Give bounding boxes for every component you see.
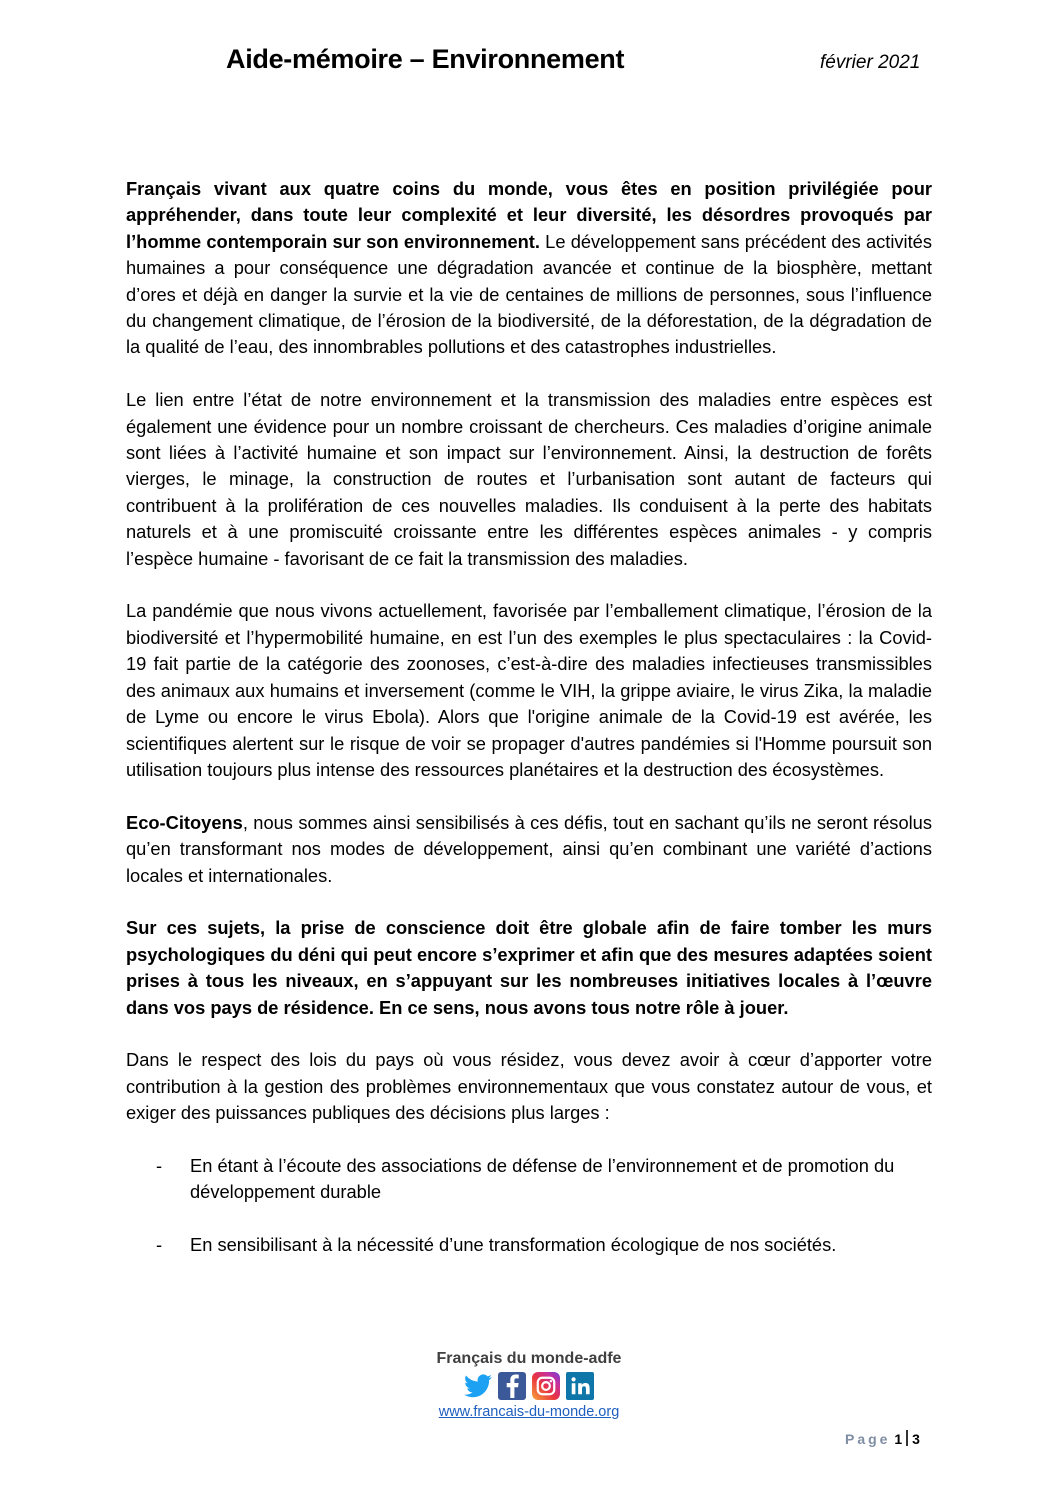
paragraph-intro — [126, 176, 932, 361]
facebook-icon[interactable] — [498, 1372, 526, 1400]
page-total: 3 — [912, 1431, 920, 1447]
eco-citizens-text: , nous sommes ainsi sensibilisés à ces défis, tout en sachant qu’ils ne seront résolus qu’en transformant nos modes de développement, ainsi qu’en combinant une variété d’actions locales et internationales. — [126, 811, 932, 886]
page-label: Page — [845, 1431, 891, 1447]
linkedin-icon[interactable] — [566, 1372, 594, 1400]
list-item-text: En sensibilisant à la nécessité d’une transformation écologique de nos sociétés. — [190, 1234, 837, 1256]
page-current: 1 — [894, 1431, 903, 1447]
paragraph-eco-citizens — [126, 810, 932, 889]
paragraph-intro-bold: Français vivant aux quatre coins du monde, vous êtes en position privilégiée pour appréhender, dans toute leur complexité et leur diversité, les désordres provoqués par l’homme contemporain sur son environnement. — [126, 178, 932, 252]
document-body — [126, 176, 932, 1285]
list-item-text: En étant à l’écoute des associations de défense de l’environnement et de promotion du développement durable — [190, 1154, 895, 1203]
page-number — [845, 1430, 920, 1447]
eco-citizens-bold: Eco-Citoyens — [126, 811, 243, 833]
twitter-icon[interactable] — [464, 1372, 492, 1400]
awareness-bold: Sur ces sujets, la prise de conscience doit être globale afin de faire tomber les murs psychologiques du déni qui peut encore s’exprimer et afin que des mesures adaptées soient prises à tous les niveaux, en s’appuyant sur les nombreuses initiatives locales à l’œuvre dans vos pays de résidence. En ce sens, nous avons tous notre rôle à jouer. — [126, 917, 932, 1018]
page-separator — [906, 1430, 908, 1446]
website-link[interactable]: www.francais-du-monde.org — [438, 1404, 620, 1420]
document-date: février 2021 — [820, 52, 921, 73]
organization-name: Français du monde-adfe — [436, 1350, 622, 1367]
paragraph-disease-link: Le lien entre l’état de notre environnement et la transmission des maladies entre espèces est également une évidence pour un nombre croissant de chercheurs. Ces maladies d’origine animale sont liées à l’activité humaine et son impact sur l’environnement. Ainsi, la destruction de forêts vierges, le minage, la construction de routes et l’urbanisation sont autant de facteurs qui contribuent à la prolifération de ces nouvelles maladies. Ils conduisent à la perte des habitats naturels et à une promiscuité croissante entre les différentes espèces animales - y compris l’espèce humaine - favorisant de ce fait la transmission des maladies. — [126, 389, 932, 569]
paragraph-awareness — [126, 915, 932, 1021]
list-bullet: - — [156, 1154, 163, 1176]
list-item — [126, 1232, 932, 1258]
action-list — [126, 1153, 932, 1259]
list-bullet: - — [156, 1234, 163, 1256]
footer — [0, 1350, 1058, 1421]
paragraph-respect-laws: Dans le respect des lois du pays où vous résidez, vous devez avoir à cœur d’apporter votre contribution à la gestion des problèmes environnementaux que vous constatez autour de vous, et exiger des puissances publiques des décisions plus larges : — [126, 1049, 932, 1124]
page-title: Aide-mémoire – Environnement — [226, 44, 625, 74]
list-item — [126, 1153, 932, 1206]
instagram-icon[interactable] — [532, 1372, 560, 1400]
paragraph-intro-text: Le développement sans précédent des activités humaines a pour conséquence une dégradation avancée et continue de la biosphère, mettant d’ores et déjà en danger la survie et la vie de centaines de millions de personnes, sous l’influence du changement climatique, de l’érosion de la biodiversité, de la déforestation, de la dégradation de la qualité de l’eau, des innombrables pollutions et des catastrophes industrielles. — [126, 230, 932, 358]
social-icons — [0, 1372, 1058, 1402]
paragraph-pandemic: La pandémie que nous vivons actuellement, favorisée par l’emballement climatique, l’érosion de la biodiversité et l’hypermobilité humaine, en est l’un des exemples le plus spectaculaires : la Covid-19 fait partie de la catégorie des zoonoses, c’est-à-dire des maladies infectieuses transmissibles des animaux aux humains et inversement (comme le VIH, la grippe aviaire, le virus Zika, la maladie de Lyme ou encore le virus Ebola). Alors que l'origine animale de la Covid-19 est avérée, les scientifiques alertent sur le risque de voir se propager d'autres pandémies si l'Homme poursuit son utilisation toujours plus intense des ressources planétaires et la destruction des écosystèmes. — [126, 600, 932, 780]
